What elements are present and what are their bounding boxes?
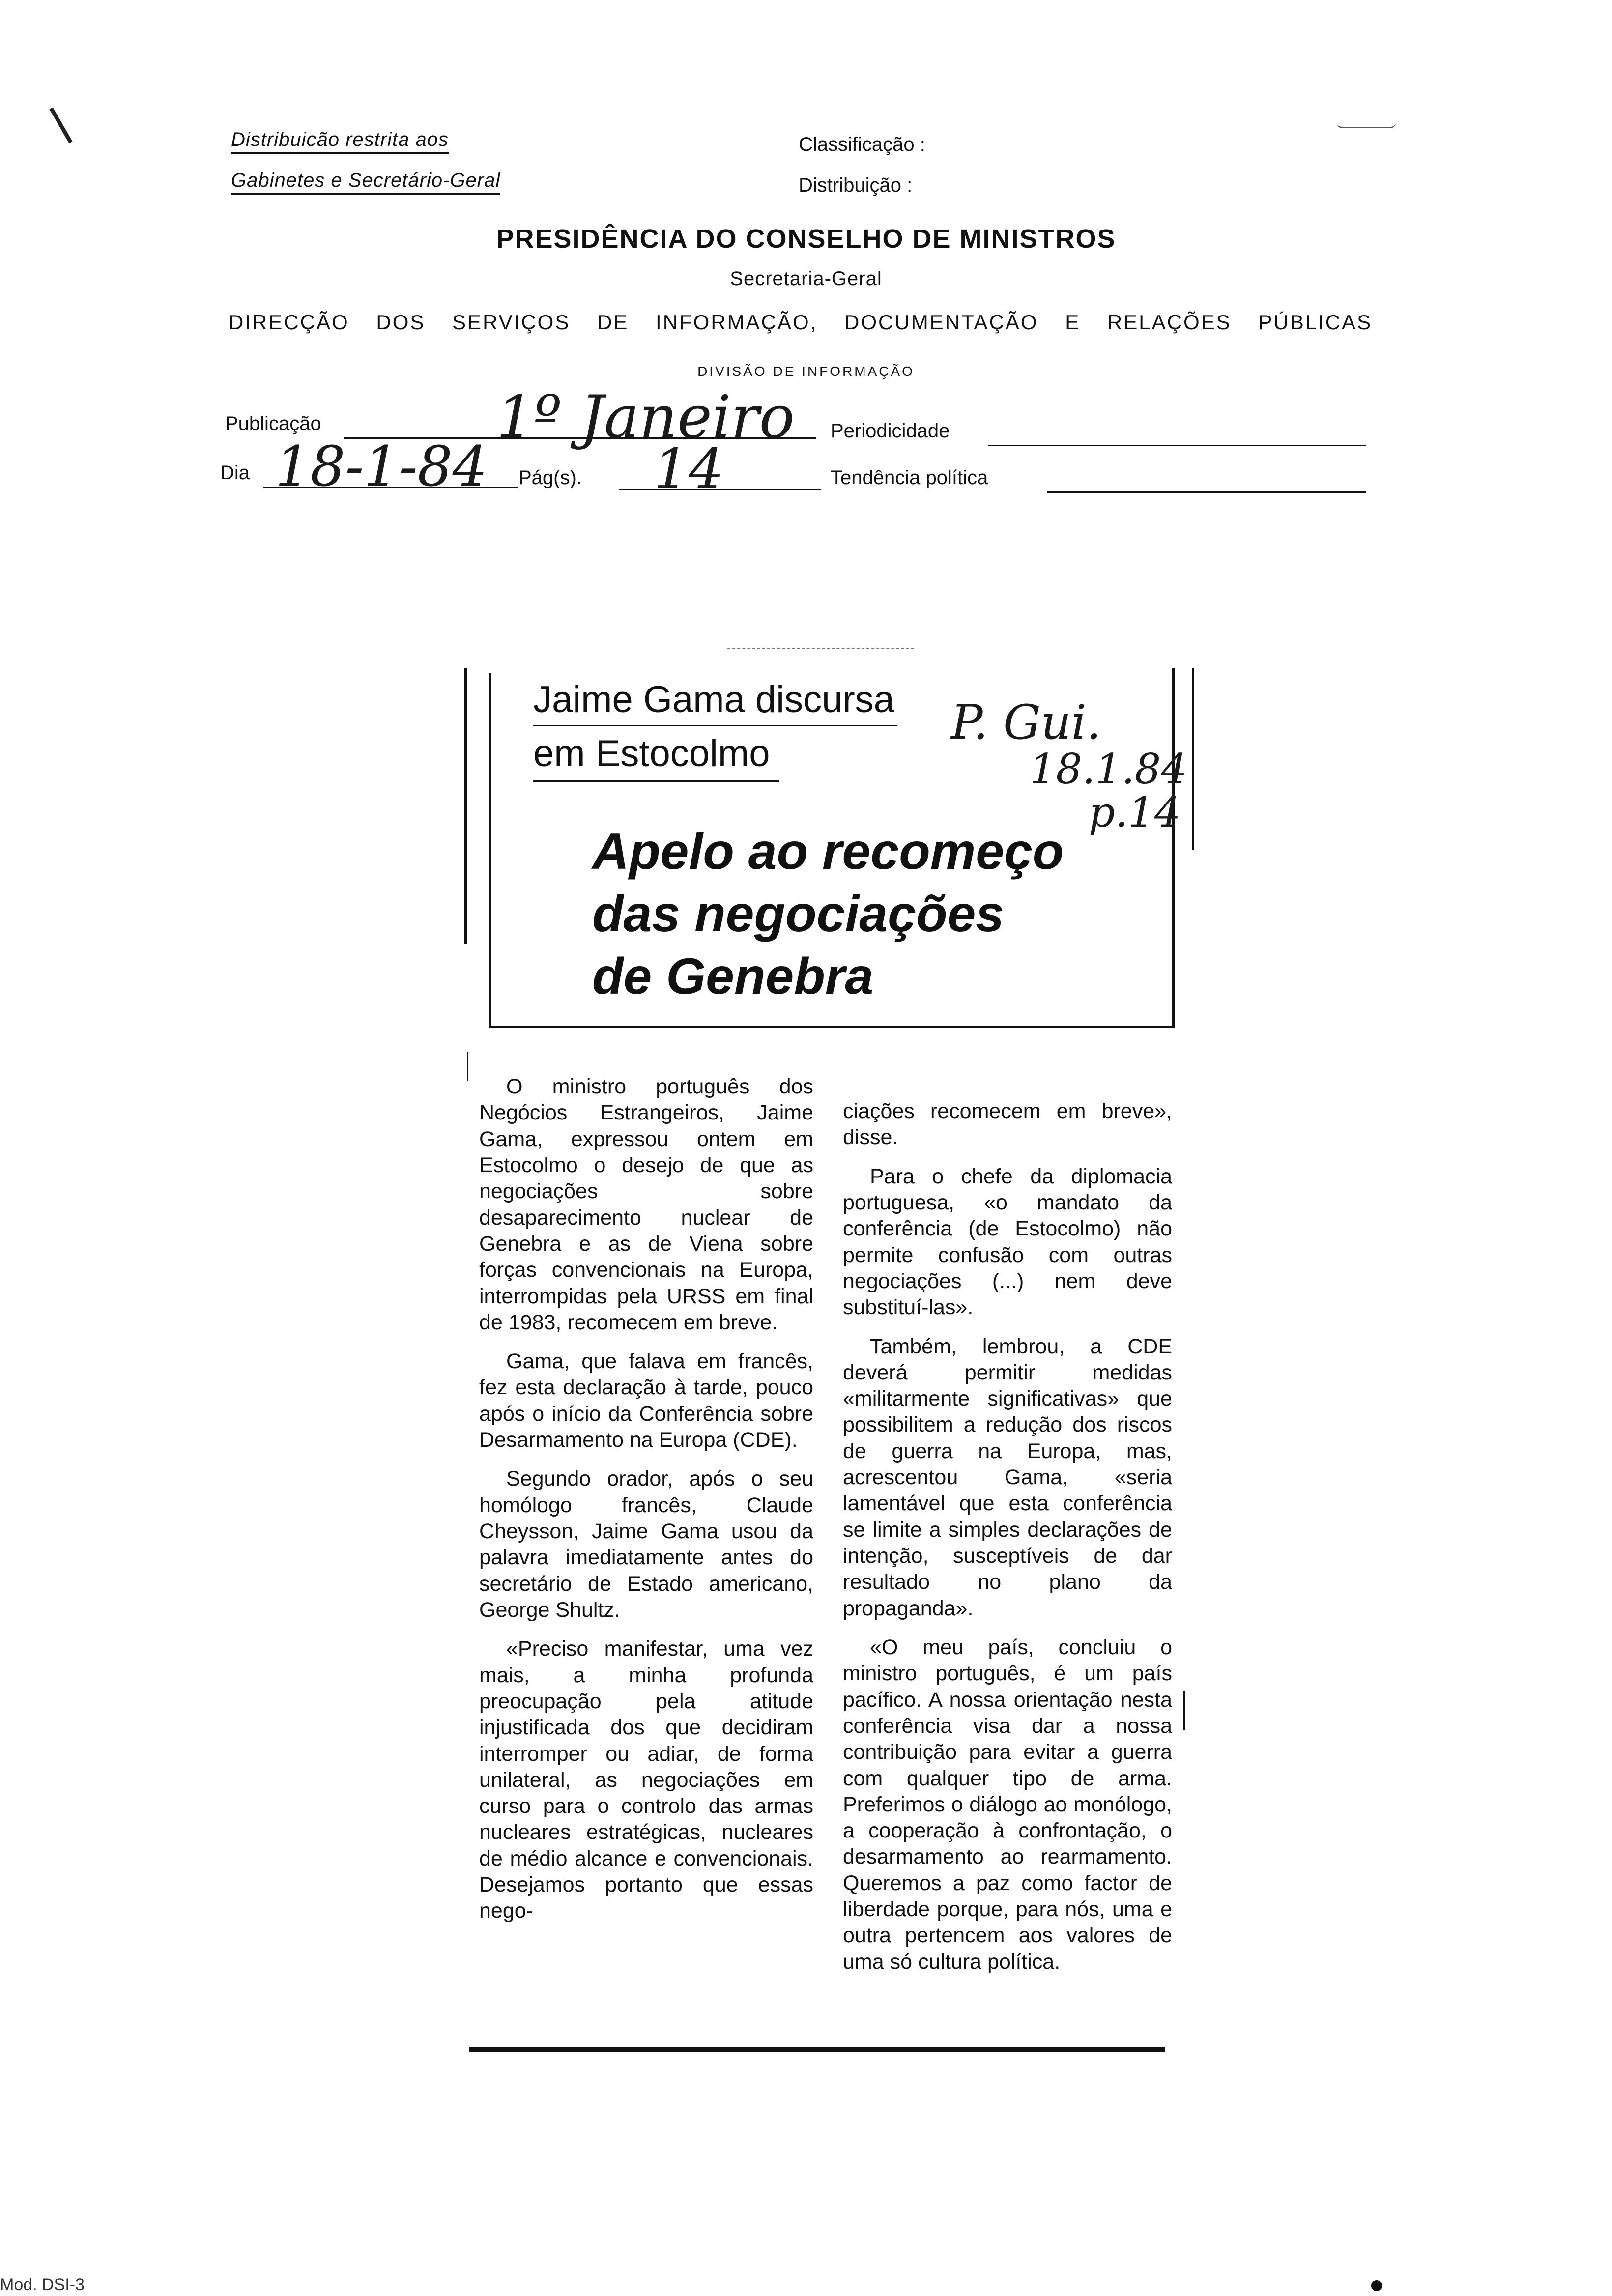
right-paragraph: «O meu país, concluiu o ministro português, é um país pacífico. A nossa orientação nesta conferência visa dar a nossa contribuição para evitar a guerra com qualquer tipo de arma. Preferimos o diálogo ao monólogo, a cooperação à confrontação, o desarmamento ao rearmamento. Queremos a paz como factor de liberdade porque, para nós, uma e outra pertencem aos valores de uma só cultura política.: [843, 1635, 1172, 1974]
restricted-distribution-line2: Gabinetes e Secretário-Geral: [231, 170, 500, 192]
org-title: PRESIDÊNCIA DO CONSELHO DE MINISTROS: [496, 224, 1116, 254]
article-kicker-line2: em Estocolmo: [533, 733, 770, 775]
restricted-distribution-line1: Distribuicão restrita aos: [231, 129, 449, 151]
dia-label: Dia: [220, 462, 250, 484]
right-paragraph: Para o chefe da diplomacia portuguesa, «o mandato da conferência (de Estocolmo) não permite confusão com outras negociações (...) nem deve substituí-las».: [843, 1164, 1172, 1320]
article-right-bar-outer: [1192, 668, 1194, 850]
column-left-margin-mark: [467, 1052, 468, 1081]
publicacao-value: 1º Janeiro: [496, 383, 795, 452]
article-left-column: [479, 1074, 813, 1937]
right-paragraph: Também, lembrou, a CDE deverá permitir medidas «militarmente significativas» que possibilitem a redução dos riscos de guerra na Europa, mas, acrescentou Gama, «seria lamentável que esta conferência se limite a simples declarações de intenção, susceptíveis de dar resultado no plano da propaganda».: [843, 1334, 1172, 1620]
headline-line1: Apelo ao recomeço: [592, 823, 1064, 880]
right-paragraph: ciações recomecem em breve», disse.: [843, 1099, 1172, 1149]
column-right-margin-mark: [1183, 1691, 1185, 1730]
handwritten-note-line2: 18.1.84: [1030, 745, 1187, 793]
article-kicker-line1: Jaime Gama discursa: [533, 679, 894, 720]
tendencia-line: [1047, 491, 1366, 493]
corner-dot: [1371, 2280, 1382, 2291]
article-box-bottom-rule: [489, 1026, 1175, 1028]
handwritten-note-line3: p.14: [1089, 788, 1181, 836]
headline-line3: de Genebra: [592, 947, 874, 1005]
headline-line2: das negociações: [592, 885, 1005, 943]
left-paragraph: Gama, que falava em francês, fez esta declaração à tarde, pouco após o início da Conferência sobre Desarmamento na Europa (CDE).: [479, 1349, 813, 1452]
article-headline: [592, 821, 1172, 1008]
article-bottom-rule: [469, 2047, 1165, 2052]
pag-value: 14: [654, 437, 724, 501]
direccao-line: DIRECÇÃO DOS SERVIÇOS DE INFORMAÇÃO, DOCUMENTAÇÃO E RELAÇÕES PÚBLICAS: [229, 311, 1373, 334]
handwritten-note-line1: P. Gui.: [951, 695, 1101, 750]
left-paragraph: O ministro português dos Negócios Estrangeiros, Jaime Gama, expressou ontem em Estocolmo o desejo de que as negociações sobre desaparecimento nuclear de Genebra e as de Viena sobre forças convencionais na Europa, interrompidas pela URSS em final de 1983, recomecem em breve.: [479, 1075, 813, 1334]
secretaria-geral: Secretaria-Geral: [730, 268, 882, 289]
left-paragraph: Segundo orador, após o seu homólogo francês, Claude Cheysson, Jaime Gama usou da palavra imediatamente antes do secretário de Estado americano, George Shultz.: [479, 1467, 813, 1622]
article-top-rule: [727, 648, 914, 649]
form-code: Mod. DSI-3: [0, 2275, 85, 2294]
periodicidade-label: Periodicidade: [831, 420, 950, 442]
kicker-underline-1: [533, 725, 897, 726]
corner-scribble: [1337, 123, 1396, 128]
publicacao-label: Publicação: [225, 413, 321, 434]
article-left-bar: [464, 668, 467, 944]
divisao-label: DIVISÃO DE INFORMAÇÃO: [697, 364, 915, 379]
distribuicao-label: Distribuição :: [799, 174, 913, 196]
left-paragraph: «Preciso manifestar, uma vez mais, a minha profunda preocupação pela atitude injustificada dos que decidiram interromper ou adiar, de forma unilateral, as negociações em curso para o controlo das armas nucleares estratégicas, nucleares de médio alcance e convencionais. Desejamos portanto que essas nego-: [479, 1637, 813, 1923]
pag-label: Pág(s).: [518, 467, 582, 488]
article-right-column: [843, 1098, 1172, 1988]
kicker-underline-2: [533, 780, 779, 782]
article-left-bar-inner: [489, 673, 491, 1027]
handwritten-note: [951, 695, 1187, 836]
periodicidade-line: [988, 445, 1366, 446]
corner-mark: [50, 107, 73, 143]
classificacao-label: Classificação :: [799, 134, 925, 155]
tendencia-label: Tendência política: [831, 467, 988, 488]
dia-value: 18-1-84: [275, 435, 488, 499]
